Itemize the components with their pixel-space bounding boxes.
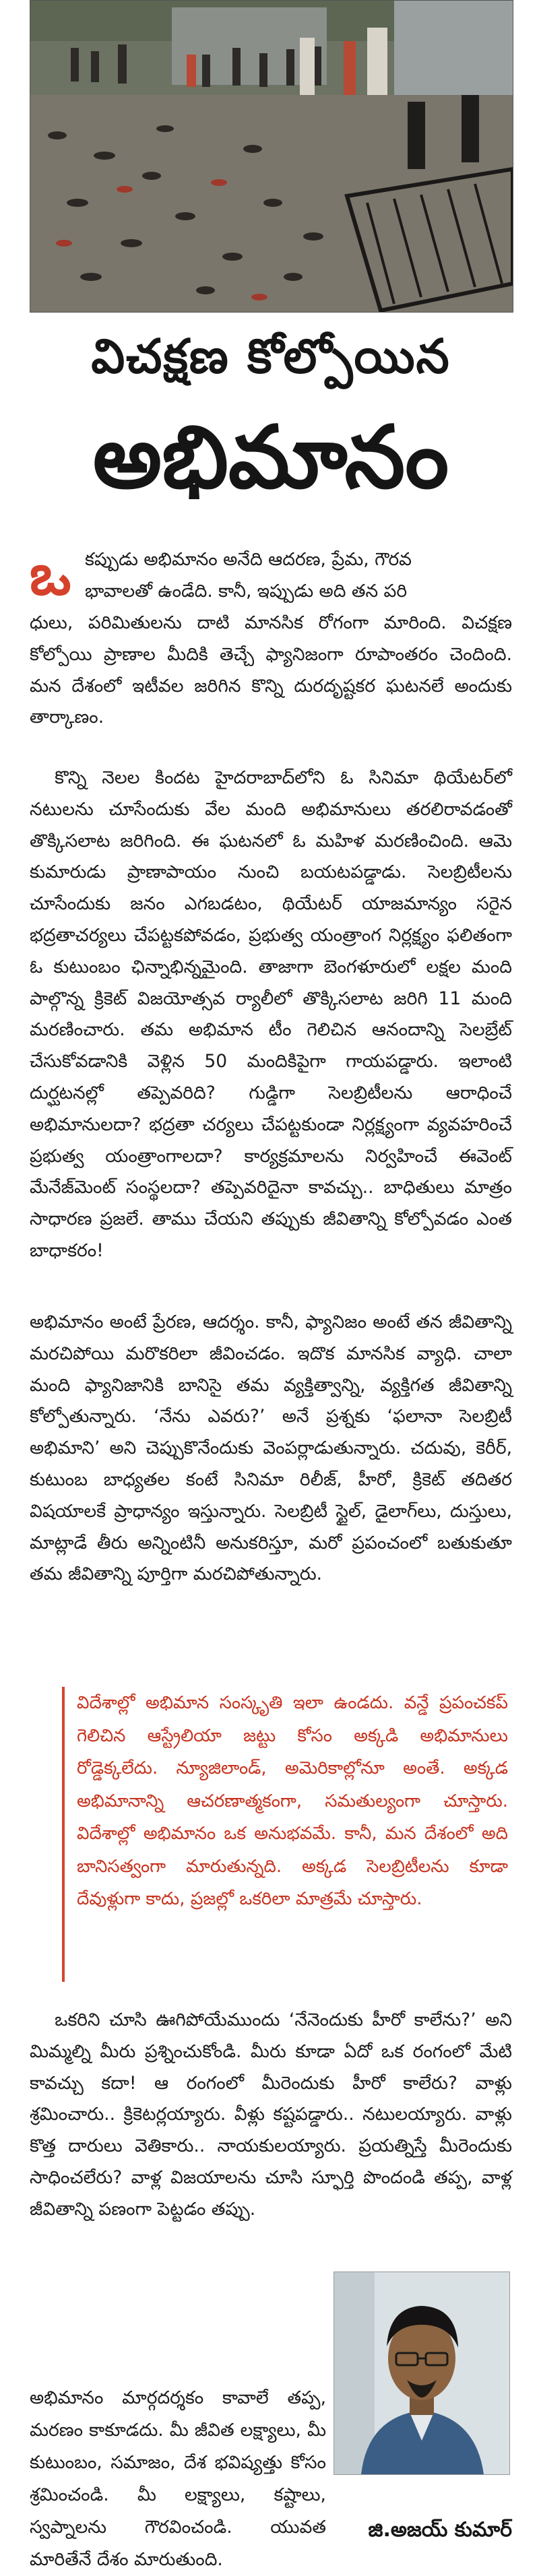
highlight-box bbox=[62, 1687, 515, 1982]
drop-cap: ఒ bbox=[30, 542, 71, 608]
paragraph-4: ఒకరిని చూసి ఊగిపోయేముందు ‘నేనెందుకు హీరో కాలేను?’ అని మిమ్మల్ని మీరు ప్రశ్నించుకోండి. మీరు కూడా ఏదో ఒక రంగంలో మేటి కావచ్చు కదా! ఆ రంగంలో మీరెందుకు హీరో కాలేరు? వాళ్లు శ్రమించారు.. క్రికెటర్లయ్యారు. వీళ్లు కష్టపడ్డారు.. నటులయ్యారు. వాళ్లు కొత్త దారులు వెతికారు.. నాయకులయ్యారు. ప్రయత్నిస్తే మీరెందుకు సాధించలేరు? వాళ్ల విజయాలను చూసి స్ఫూర్తి పొందండి తప్ప, వాళ్ల జీవితాన్ని పణంగా పెట్టడం తప్పు. bbox=[30, 2009, 512, 2220]
paragraph-1-line-1: కప్పుడు అభిమానం అనేది ఆదరణ, ప్రేమ, గౌరవ bbox=[85, 549, 412, 570]
paragraph-2: కొన్ని నెలల కిందట హైదరాబాద్‌లోని ఓ సినిమా థియేటర్‌లో నటులను చూసేందుకు వేల మంది అభిమానులు తరలిరావడంతో తొక్కిసలాట జరిగింది. ఈ ఘటనలో ఓ మహిళ మరణించింది. ఆమె కుమారుడు ప్రాణాపాయం నుంచి బయటపడ్డాడు. సెలబ్రిటీలను చూసేందుకు జనం ఎగబడటం, థియేటర్ యాజమాన్యం సరైన భద్రతాచర్యలు చేపట్టకపోవడం, ప్రభుత్వ యంత్రాంగ నిర్లక్ష్యం ఫలితంగా ఓ కుటుంబం ఛిన్నాభిన్నమైంది. తాజాగా బెంగళూరులో లక్షల మంది పాల్గొన్న క్రికెట్ విజయోత్సవ ర్యాలీలో తొక్కిసలాట జరిగి 11 మంది మరణించారు. తమ అభిమాన టీం గెలిచిన ఆనందాన్ని సెలబ్రేట్ చేసుకోవడానికి వెళ్లిన 50 మందికిపైగా గాయపడ్డారు. ఇలాంటి దుర్ఘటనల్లో తప్పెవరిది? గుడ్డిగా సెలబ్రిటీలను ఆరాధించే అభిమానులదా? భద్రతా చర్యలు చేపట్టకుండా నిర్లక్ష్యంగా వ్యవహరించే ప్రభుత్వ యంత్రాంగాలదా? కార్యక్రమాలను నిర్వహించే ఈవెంట్ మేనేజ్‌మెంట్ సంస్థలదా? తప్పెవరిదైనా కావచ్చు.. బాధితులు మాత్రం సాధారణ ప్రజలే. తాము చేయని తప్పుకు జీవితాన్ని కోల్పోవడం ఎంత బాధాకరం! bbox=[30, 767, 512, 1261]
author-portrait-art bbox=[334, 2272, 509, 2474]
stampede-photo bbox=[30, 0, 513, 313]
author-photo bbox=[334, 2272, 510, 2475]
stampede-photo-art bbox=[30, 1, 513, 312]
author-byline: జి.అజయ్ కుమార్ bbox=[368, 2518, 512, 2542]
headline-line-1: విచక్షణ కోల్పోయిన bbox=[91, 329, 451, 384]
paragraph-final: అభిమానం మార్గదర్శకం కావాలే తప్ప, మరణం కాకూడదు. మీ జీవిత లక్ష్యాలు, మీ కుటుంబం, సమాజం, దేశ భవిష్యత్తు కోసం శ్రమించండి. మీ లక్ష్యాలు, కష్టాలు, స్వప్నాలను గౌరవించండి. యువత మారితేనే దేశం మారుతుంది. bbox=[30, 2387, 326, 2570]
headline-line-2: అభిమానం bbox=[92, 408, 449, 508]
paragraph-3: అభిమానం అంటే ప్రేరణ, ఆదర్శం. కానీ, ఫ్యానిజం అంటే తన జీవితాన్ని మరచిపోయి మరొకరిలా జీవించడం. ఇదొక మానసిక వ్యాధి. చాలా మంది ఫ్యానిజానికి బానిసై తమ వ్యక్తిత్వాన్ని, వ్యక్తిగత జీవితాన్ని కోల్పోతున్నారు. ‘నేను ఎవరు?’ అనే ప్రశ్నకు ‘ఫలానా సెలబ్రిటీ అభిమాని’ అని చెప్పుకొనేందుకు వెంపర్లాడుతున్నారు. చదువు, కెరీర్, కుటుంబ బాధ్యతల కంటే సినిమా రిలీజ్, హీరో, క్రికెట్ తదితర విషయాలకే ప్రాధాన్యం ఇస్తున్నారు. సెలబ్రిటీ స్టైల్, డైలాగ్‌లు, దుస్తులు, మాట్లాడే తీరు అన్నింటినీ అనుకరిస్తూ, మరో ప్రపంచంలో బతుకుతూ తమ జీవితాన్ని పూర్తిగా మరచిపోతున్నారు. bbox=[30, 1312, 512, 1585]
paragraph-1-line-2: భావాలతో ఉండేది. కానీ, ఇప్పుడు అది తన పరి bbox=[85, 581, 408, 602]
paragraph-1-body: ధులు, పరిమితులను దాటి మానసిక రోగంగా మారింది. విచక్షణ కోల్పోయి ప్రాణాల మీదికి తెచ్చే ఫ్యానిజంగా రూపాంతరం చెందింది. మన దేశంలో ఇటీవల జరిగిన కొన్ని దురదృష్టకర ఘటనలే అందుకు తార్కాణం. bbox=[30, 612, 512, 728]
highlight-box-text: విదేశాల్లో అభిమాన సంస్కృతి ఇలా ఉండదు. వన్డే ప్రపంచకప్ గెలిచిన ఆస్ట్రేలియా జట్టు కోసం అక్కడి అభిమానులు రోడ్డెక్కలేదు. న్యూజిలాండ్, అమెరికాల్లోనూ అంతే. అక్కడ అభిమానాన్ని ఆచరణాత్మకంగా, సమతుల్యంగా చూస్తారు. విదేశాల్లో అభిమానం ఒక అనుభవమే. కానీ, మన దేశంలో అది బానిసత్వంగా మారుతున్నది. అక్కడ సెలబ్రిటీలను కూడా దేవుళ్లుగా కాదు, ప్రజల్లో ఒకరిలా మాత్రమే చూస్తారు. bbox=[77, 1693, 508, 1909]
